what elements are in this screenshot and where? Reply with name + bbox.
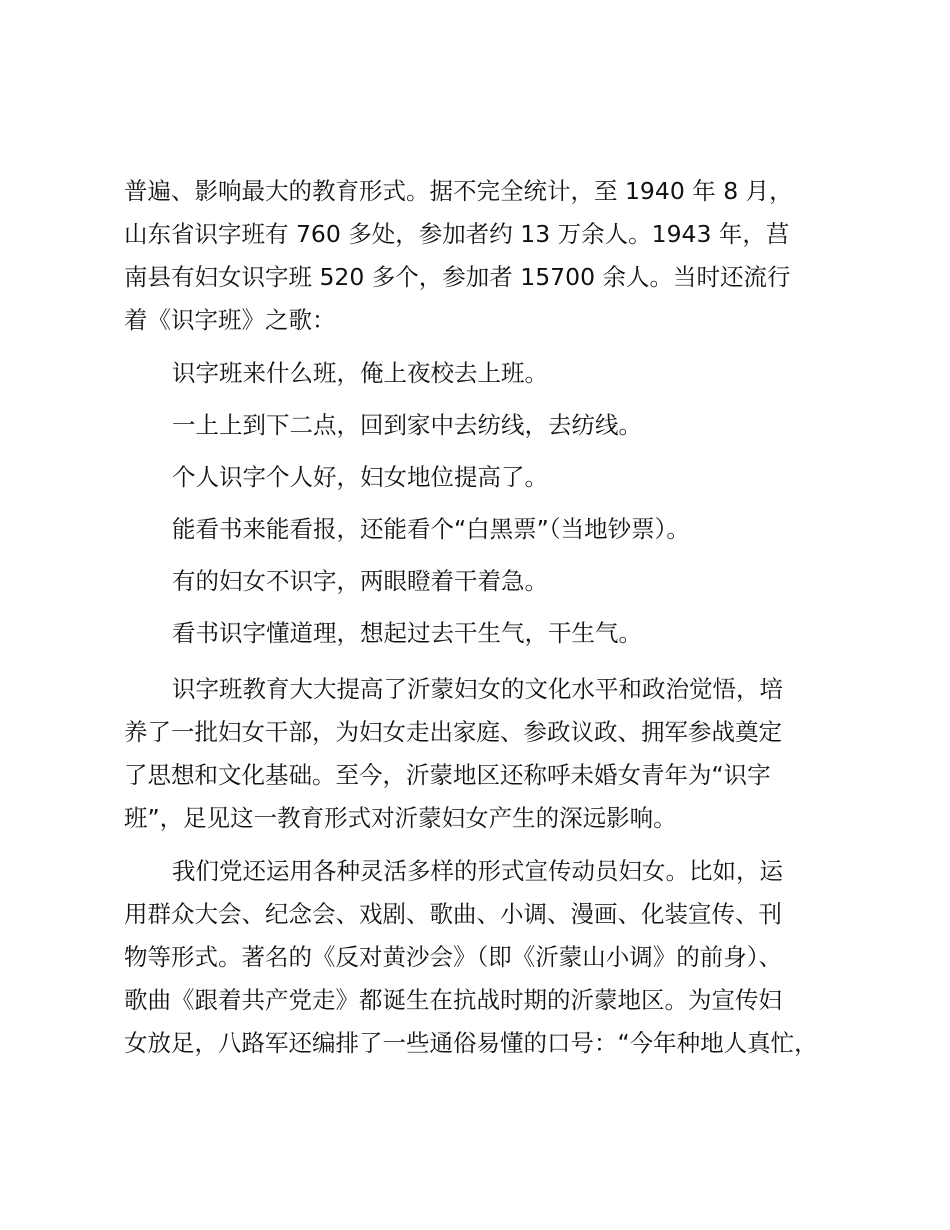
paragraph-3 <box>124 850 844 1065</box>
paragraph-line: 歌曲《跟着共产党走》都诞生在抗战时期的沂蒙地区。为宣传妇 <box>124 986 782 1014</box>
paragraph-line: 我们党还运用各种灵活多样的形式宣传动员妇女。比如，运 <box>172 857 783 885</box>
song-line-1: 识字班来什么班，俺上夜校去上班。 <box>172 359 548 387</box>
paragraph-line: 用群众大会、纪念会、戏剧、歌曲、小调、漫画、化装宣传、刊 <box>124 900 782 928</box>
paragraph-line: 着《识字班》之歌： <box>124 306 336 334</box>
paragraph-line: 了思想和文化基础。至今，沂蒙地区还称呼未婚女青年为“识字 <box>124 761 771 789</box>
paragraph-line: 识字班教育大大提高了沂蒙妇女的文化水平和政治觉悟，培 <box>172 675 783 703</box>
paragraph-line: 南县有妇女识字班 520 多个，参加者 15700 余人。当时还流行 <box>124 263 791 291</box>
song-line-3: 个人识字个人好，妇女地位提高了。 <box>172 463 548 491</box>
song-line-4: 能看书来能看报，还能看个“白黑票”（当地钞票）。 <box>172 515 690 543</box>
paragraph-line: 物等形式。著名的《反对黄沙会》（即《沂蒙山小调》的前身）、 <box>124 943 782 971</box>
paragraph-line: 班”，足见这一教育形式对沂蒙妇女产生的深远影响。 <box>124 804 677 832</box>
song-line-5: 有的妇女不识字，两眼瞪着干着急。 <box>172 567 548 595</box>
song-line-2: 一上上到下二点，回到家中去纺线，去纺线。 <box>172 411 642 439</box>
paragraph-line: 养了一批妇女干部，为妇女走出家庭、参政议政、拥军参战奠定 <box>124 718 782 746</box>
paragraph-1 <box>124 170 844 342</box>
paragraph-line: 山东省识字班有 760 多处，参加者约 13 万余人。1943 年，莒 <box>124 220 790 248</box>
song-line-6: 看书识字懂道理，想起过去干生气，干生气。 <box>172 619 642 647</box>
paragraph-2 <box>124 668 844 840</box>
paragraph-line: 普遍、影响最大的教育形式。据不完全统计，至 1940 年 8 月， <box>124 177 793 205</box>
paragraph-line: 女放足，八路军还编排了一些通俗易懂的口号：“今年种地人真忙， <box>124 1029 818 1057</box>
